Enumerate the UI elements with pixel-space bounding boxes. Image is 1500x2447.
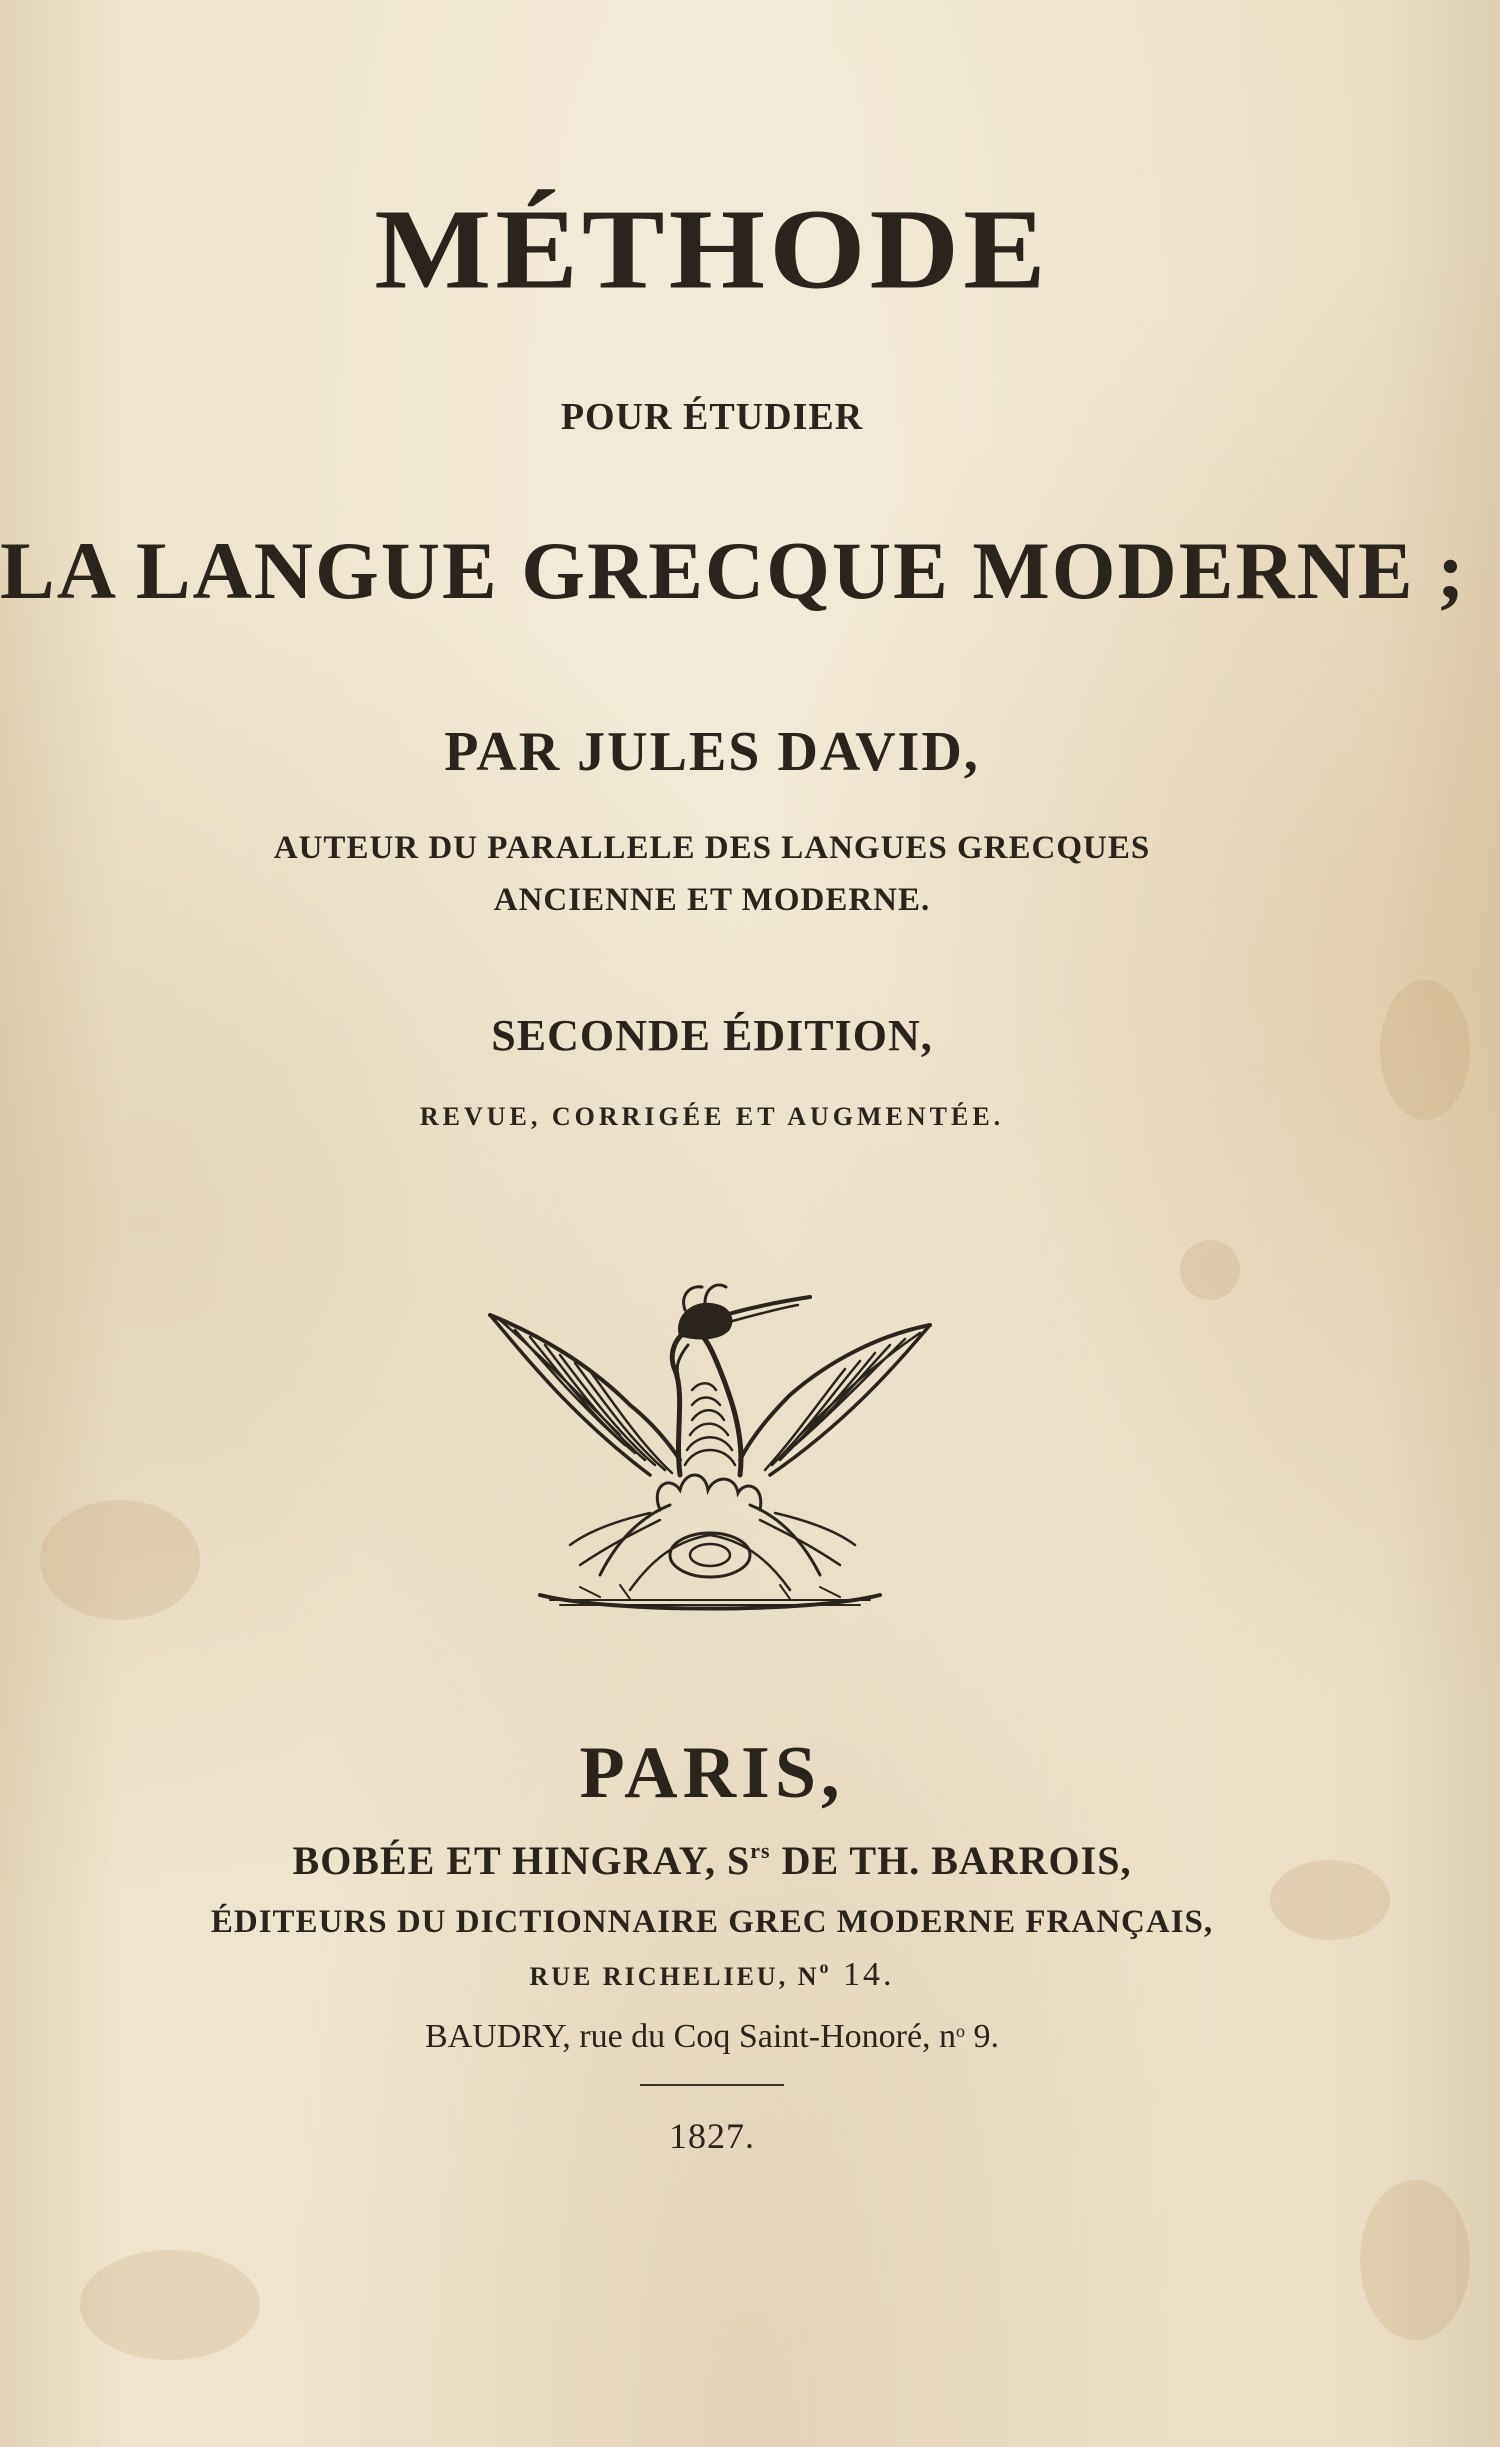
stain <box>1360 2180 1470 2340</box>
imprint-city: PARIS, <box>579 1732 845 1814</box>
subtitle-intro: POUR ÉTUDIER <box>560 396 864 438</box>
stain <box>1180 1240 1240 1300</box>
author-credentials-line-2: ANCIENNE ET MODERNE. <box>493 882 931 918</box>
subtitle-main: LA LANGUE GRECQUE MODERNE ; <box>0 525 1467 616</box>
address-superscript: o <box>819 1957 832 1977</box>
second-publisher-line <box>0 2020 1424 2054</box>
publisher-successor: DE TH. BARROIS, <box>770 1838 1132 1883</box>
publisher-description: ÉDITEURS DU DICTIONNAIRE GREC MODERNE FRANÇAIS, <box>210 1904 1214 1940</box>
publisher-address <box>0 1958 1424 1992</box>
phoenix-icon <box>480 1275 940 1615</box>
stain <box>40 1500 200 1620</box>
publication-year: 1827. <box>669 2116 755 2156</box>
address-street: RUE RICHELIEU, N <box>529 1962 820 1991</box>
second-publisher-superscript: o <box>956 2021 966 2041</box>
divider-rule <box>640 2084 784 2086</box>
second-publisher-number: 9. <box>965 2018 1000 2055</box>
stain <box>80 2250 260 2360</box>
book-title: MÉTHODE <box>374 186 1050 313</box>
second-publisher-text: BAUDRY, rue du Coq Saint-Honoré, n <box>424 2018 957 2055</box>
edition-description: REVUE, CORRIGÉE ET AUGMENTÉE. <box>419 1102 1005 1131</box>
author-credentials-line-1: AUTEUR DU PARALLELE DES LANGUES GRECQUES <box>273 830 1151 866</box>
publisher-name: BOBÉE ET HINGRAY, S <box>292 1838 751 1883</box>
edition-line: SECONDE ÉDITION, <box>491 1011 933 1060</box>
publisher-line <box>0 1840 1424 1881</box>
publisher-superscript: rs <box>750 1838 771 1863</box>
author-line: PAR JULES DAVID, <box>444 721 980 783</box>
address-number: 14. <box>831 1956 895 1993</box>
